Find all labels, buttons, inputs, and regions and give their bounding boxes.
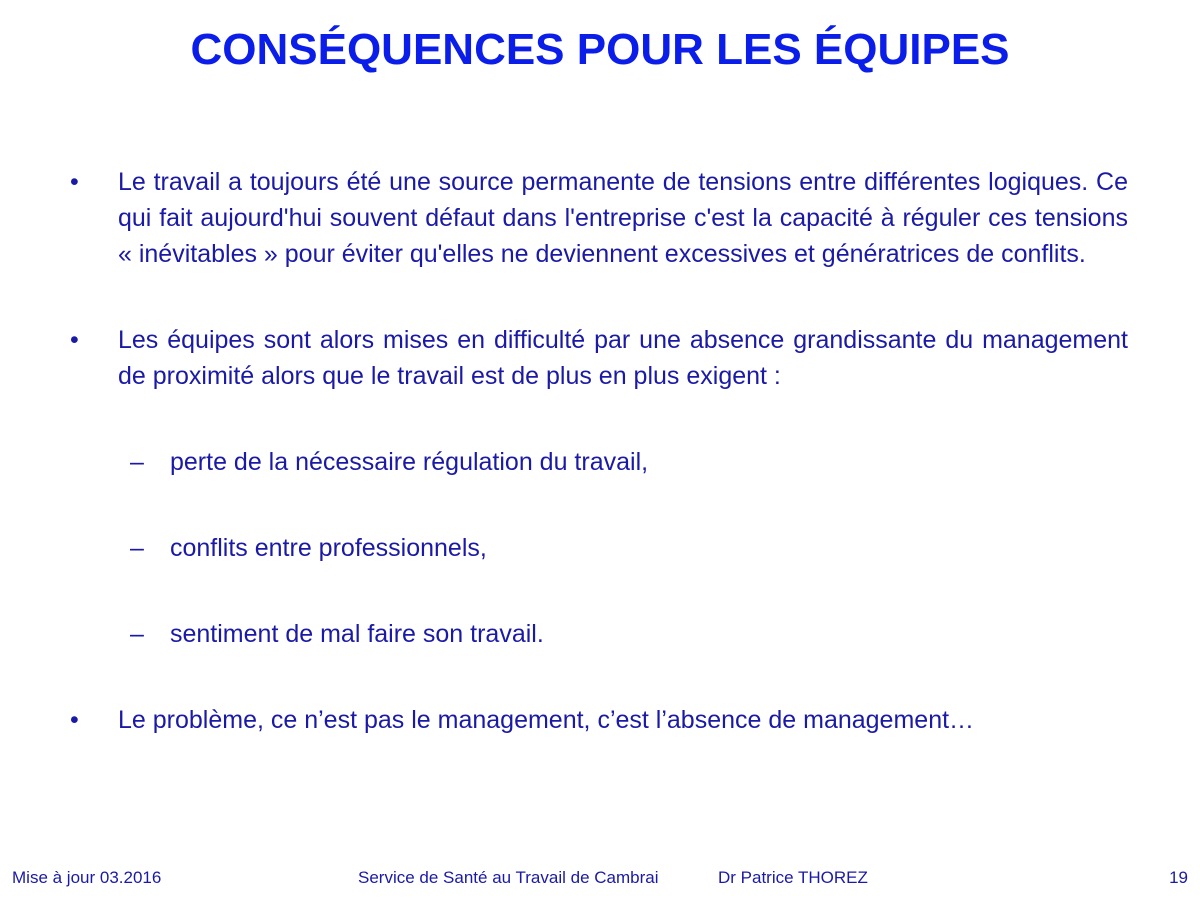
- bullet-marker: •: [70, 326, 79, 354]
- bullet-item: [68, 702, 1128, 738]
- slide-footer: [0, 866, 1200, 890]
- sub-bullet-text: perte de la nécessaire régulation du travail,: [170, 448, 649, 476]
- footer-author: Dr Patrice THOREZ: [718, 868, 868, 887]
- sub-bullet-item: [130, 444, 1128, 480]
- sub-bullet-item: [130, 530, 1128, 566]
- bullet-item: [68, 164, 1128, 272]
- footer-page-number: 19: [1169, 868, 1188, 887]
- slide-content: [68, 164, 1128, 738]
- bullet-text: Les équipes sont alors mises en difficulté par une absence grandissante du management de proximité alors que le travail est de plus en plus exigent :: [118, 326, 1128, 390]
- footer-date: Mise à jour 03.2016: [12, 868, 162, 887]
- sub-bullet-text: sentiment de mal faire son travail.: [170, 620, 544, 648]
- bullet-text: Le problème, ce n’est pas le management, c’est l’absence de management…: [118, 706, 975, 734]
- bullet-marker: •: [70, 168, 79, 196]
- bullet-text: Le travail a toujours été une source permanente de tensions entre différentes logiques. Ce qui fait aujourd'hui souvent défaut dans l'entreprise c'est la capacité à réguler ces tensions « inévitables » pour éviter qu'elles ne deviennent excessives et génératrices de conflits.: [118, 168, 1128, 268]
- dash-marker: –: [130, 448, 144, 476]
- dash-marker: –: [130, 620, 144, 648]
- sub-bullet-text: conflits entre professionnels,: [170, 534, 487, 562]
- slide-title: CONSÉQUENCES POUR LES ÉQUIPES: [190, 25, 1010, 74]
- bullet-item: [68, 322, 1128, 394]
- bullet-marker: •: [70, 706, 79, 734]
- sub-bullet-item: [130, 616, 1128, 652]
- footer-service: Service de Santé au Travail de Cambrai: [358, 868, 659, 887]
- dash-marker: –: [130, 534, 144, 562]
